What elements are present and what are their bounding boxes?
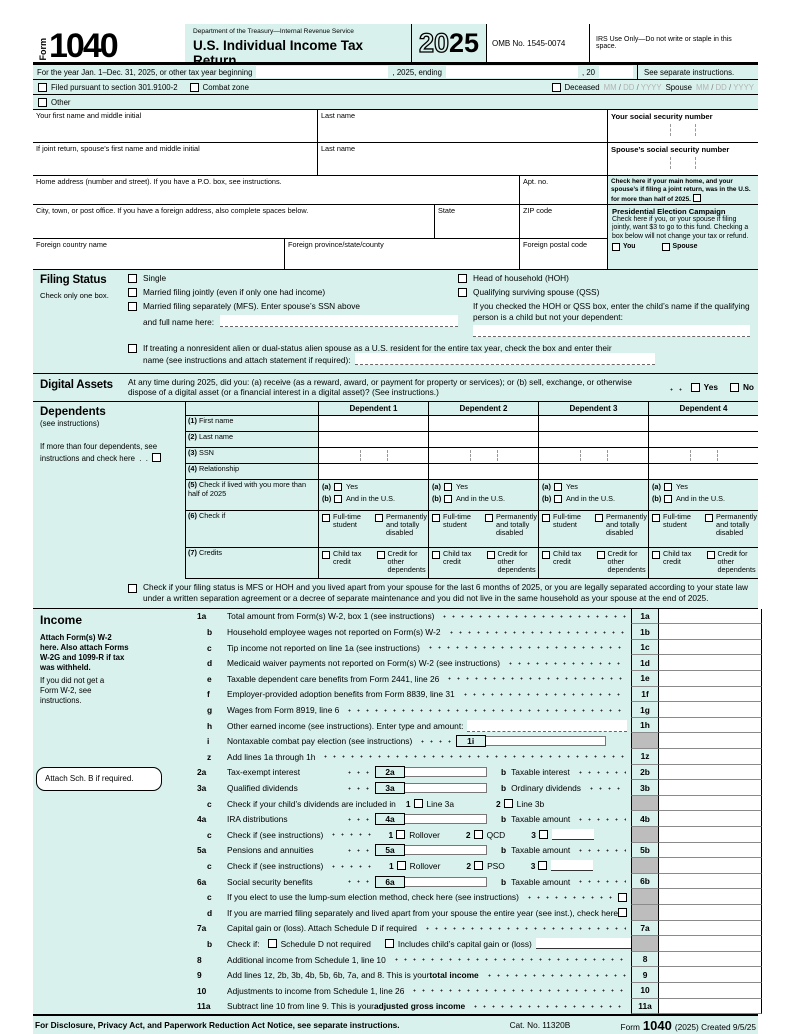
digital-assets-heading: Digital Assets [40, 378, 113, 391]
amount-1a[interactable] [659, 609, 762, 625]
row-credits-label: (7) Credits [186, 548, 319, 578]
apt-no-label: Apt. no. [523, 177, 549, 186]
shaded-cell-7b [631, 936, 659, 952]
digital-assets-no-checkbox[interactable] [730, 383, 739, 392]
foreign-country-label: Foreign country name [36, 240, 107, 249]
your-last-name-field[interactable] [318, 110, 608, 143]
your-first-name-label: Your first name and middle initial [36, 111, 142, 120]
combat-zone-checkbox[interactable] [190, 83, 199, 92]
ira-box3-checkbox[interactable] [539, 830, 548, 839]
filed-pursuant-checkbox[interactable] [38, 83, 47, 92]
leader-dots [446, 627, 627, 637]
attach-schb-callout: Attach Sch. B if required. [36, 767, 162, 791]
amount-6c-area [659, 889, 762, 905]
state-field[interactable] [435, 205, 520, 239]
line-1i: i Nontaxable combat pay election (see instructions) 1i [185, 733, 762, 749]
amount-5c-area [659, 858, 762, 874]
combat-zone-label: Combat zone [202, 82, 249, 92]
dep3-ssn-field[interactable] [539, 448, 649, 463]
combat-pay-input[interactable] [486, 736, 606, 746]
tax-year-beginning-input[interactable] [256, 66, 388, 78]
more-than-four-note: If more than four dependents, see instructions and check here . . [40, 442, 181, 464]
line-11a: 11a Subtract line 10 from line 9. This is your adjusted gross income 11a [185, 999, 762, 1015]
dep4-ssn-field[interactable] [649, 448, 758, 463]
dep2-fulltime-checkbox[interactable] [432, 514, 440, 522]
dep4-disabled-checkbox[interactable] [705, 514, 713, 522]
form-1040 [33, 24, 758, 1034]
pec-you-checkbox[interactable] [612, 243, 620, 251]
dep4-ctc-checkbox[interactable] [652, 551, 660, 559]
leader-dots [460, 689, 626, 699]
qualifying-child-input[interactable] [473, 325, 750, 337]
nra-spouse-text: If treating a nonresident alien or dual-status alien spouse as a U.S. resident for the entire tax year, check the box and enter their name (see instructions and attach statement if required): [143, 343, 754, 365]
dep2-disabled-checkbox[interactable] [485, 514, 493, 522]
digital-assets-sidebar [33, 374, 128, 402]
department-line: Department of the Treasury—Internal Revenue Service [193, 28, 354, 35]
spouse-last-name-label: Last name [321, 144, 356, 153]
tax-year-text1: For the year Jan. 1–Dec. 31, 2025, or other tax year beginning [37, 67, 253, 77]
home-address-field[interactable] [33, 176, 520, 205]
qss-checkbox[interactable] [458, 288, 467, 297]
line-1c: c Tip income not reported on line 1a (see instructions) 1c [185, 640, 762, 656]
dep3-disabled-checkbox[interactable] [595, 514, 603, 522]
zip-field[interactable] [520, 205, 608, 239]
year-solid: 25 [449, 27, 480, 58]
line-6c: c If you elect to use the lump-sum election method, check here (see instructions) [185, 889, 762, 905]
deceased-label: Deceased [564, 82, 600, 92]
amount-1b[interactable] [659, 624, 762, 640]
pension-box3-input[interactable] [551, 860, 593, 871]
more-dependents-checkbox[interactable] [152, 453, 161, 462]
dep2-relationship-field[interactable] [429, 464, 539, 479]
amount-9[interactable] [659, 967, 762, 983]
deceased-checkbox[interactable] [552, 83, 561, 92]
dividends-line3b-checkbox[interactable] [504, 799, 513, 808]
hoh-qss-note: If you checked the HOH or QSS box, enter the child’s name if the qualifying person is a child but not your dependent: [473, 301, 750, 322]
qualified-dividends-input[interactable] [405, 783, 487, 793]
income-heading: Income [40, 612, 83, 627]
dep1-lived-yes-checkbox[interactable] [334, 483, 342, 491]
income-section [33, 609, 758, 1016]
dep1-cod-checkbox[interactable] [377, 551, 385, 559]
deceased-date-mask[interactable]: MM / DD / YYYY [603, 82, 662, 92]
omb-number: OMB No. 1545-0074 [487, 24, 590, 62]
dep4-lived-with: (a) Yes (b) And in the U.S. [649, 480, 758, 510]
dep1-lived-with: (a) Yes (b) And in the U.S. [319, 480, 429, 510]
dep4-relationship-field[interactable] [649, 464, 758, 479]
amount-7b-area [659, 936, 762, 952]
dep2-last-name-field[interactable] [429, 432, 539, 447]
disclosure-notice: For Disclosure, Privacy Act, and Paperwork Reduction Act Notice, see separate instructions. [35, 1020, 400, 1031]
amount-3c-area [659, 796, 762, 812]
spouse-ssn-label: Spouse’s social security number [611, 145, 730, 154]
dividends-line3a-checkbox[interactable] [414, 799, 423, 808]
pension-box3-checkbox[interactable] [538, 861, 547, 870]
amount-10[interactable] [659, 983, 762, 999]
dep1-credits: Child tax credit Credit for other dependents [319, 548, 429, 578]
ira-box3-input[interactable] [552, 829, 594, 840]
row-first-name-label: (1) First name [186, 416, 319, 431]
dep4-first-name-field[interactable] [649, 416, 758, 431]
home-address-label: Home address (number and street). If you have a P.O. box, see instructions. [36, 177, 282, 186]
leader-dots [575, 845, 626, 855]
amount-3b[interactable] [659, 780, 762, 796]
dependents-table [185, 402, 758, 579]
apt-no-field[interactable] [520, 176, 608, 205]
leader-dots [328, 860, 374, 871]
dep2-lived-with: (a) Yes (b) And in the U.S. [429, 480, 539, 510]
line-1z: z Add lines 1a through 1h 1z [185, 749, 762, 765]
foreign-province-label: Foreign province/state/county [288, 240, 384, 249]
mfs-lived-apart-checkbox[interactable] [618, 908, 627, 917]
mfs-hoh-apart-text: Check if your filing status is MFS or HOH and you lived apart from your spouse for the last 6 months of 2025, or you are legally separated according to your state law under a written separation agreement or a decree of separate maintenance and you did not live in the same household as your spouse at the end of 2025. [143, 582, 749, 603]
dep2-ctc-checkbox[interactable] [432, 551, 440, 559]
no-w2-note: If you did not get a Form W-2, see instructions. [40, 676, 105, 706]
line-10: 10 Adjustments to income from Schedule 1, line 26 10 [185, 983, 762, 999]
line-1h: h Other earned income (see instructions). Enter type and amount: 1h [185, 718, 762, 734]
leader-dots [344, 705, 626, 715]
leader-dots [344, 876, 370, 888]
amount-4c-area [659, 827, 762, 843]
dep1-last-name-field[interactable] [319, 432, 429, 447]
dep2-credits: Child tax credit Credit for other dependents [429, 548, 539, 578]
leader-dots [391, 955, 626, 965]
mfs-fullname-input[interactable] [220, 315, 458, 327]
ira-qcd-checkbox[interactable] [474, 830, 483, 839]
dependent-2-header: Dependent 2 [429, 402, 539, 415]
presidential-election-campaign [608, 205, 758, 270]
amount-4b[interactable] [659, 811, 762, 827]
ira-rollover-checkbox[interactable] [396, 830, 405, 839]
main-home-note: Check here if your main home, and your spouse’s if filing a joint return, was in the U.S. for more than half of 2025. [608, 176, 758, 205]
shaded-cell-5c [631, 858, 659, 874]
dep1-disabled-checkbox[interactable] [375, 514, 383, 522]
mfs-checkbox[interactable] [128, 302, 137, 311]
hoh-checkbox[interactable] [458, 274, 467, 283]
row-lived-with-label: (5) Check if lived with you more than half of 2025 [186, 480, 319, 510]
pension-pso-checkbox[interactable] [474, 861, 483, 870]
leader-dots [470, 1001, 626, 1011]
line-6a: 6a Social security benefits 6a b Taxable amount 6b [185, 874, 762, 890]
dep1-in-us-checkbox[interactable] [334, 495, 342, 503]
filing-status-section [33, 270, 758, 374]
dep3-last-name-field[interactable] [539, 432, 649, 447]
dep1-check-if: Full-time student Permanently and totally disabled [319, 511, 429, 547]
dep3-first-name-field[interactable] [539, 416, 649, 431]
dep1-first-name-field[interactable] [319, 416, 429, 431]
tax-year-ending-input[interactable] [446, 66, 578, 78]
dep3-in-us-checkbox[interactable] [554, 495, 562, 503]
other-checkbox[interactable] [38, 98, 47, 107]
leader-dots [328, 829, 373, 840]
dep3-cod-checkbox[interactable] [597, 551, 605, 559]
pension-rollover-checkbox[interactable] [397, 861, 406, 870]
tax-year-line [33, 65, 758, 80]
city-field[interactable] [33, 205, 435, 239]
tax-year-yy-input[interactable] [599, 66, 633, 78]
child-capital-gain-checkbox[interactable] [385, 939, 394, 948]
row-check-if-label: (6) Check if [186, 511, 319, 547]
city-label: City, town, or post office. If you have a foreign address, also complete spaces below. [36, 206, 309, 215]
dependents-sidebar [33, 402, 185, 579]
line-1b: b Household employee wages not reported on Form(s) W-2 1b [185, 624, 762, 640]
hoh-label: Head of household (HOH) [473, 273, 569, 283]
amount-6b[interactable] [659, 874, 762, 890]
dep3-credits: Child tax credit Credit for other dependents [539, 548, 649, 578]
foreign-province-field[interactable] [285, 239, 520, 270]
amount-7a[interactable] [659, 921, 762, 937]
leader-dots [484, 970, 626, 980]
leader-dots [444, 674, 626, 684]
filing-status-options [128, 270, 758, 373]
dep2-ssn-field[interactable] [429, 448, 539, 463]
leader-dots [575, 877, 626, 887]
shaded-cell-1i [631, 733, 659, 749]
line-1g: g Wages from Form 8919, line 6 1g [185, 702, 762, 718]
pec-text: Check here if you, or your spouse if filing jointly, want $3 to go to this fund. Checking a box below will not change your tax or refund. [612, 216, 749, 240]
form-number-block [33, 24, 185, 65]
line-2a: 2a Tax-exempt interest 2a b Taxable interest 2b [185, 765, 762, 781]
dep3-fulltime-checkbox[interactable] [542, 514, 550, 522]
mfj-label: Married filing jointly (even if only one had income) [143, 287, 326, 297]
leader-dots [505, 658, 626, 668]
leader-dots [439, 611, 626, 621]
amount-2b[interactable] [659, 765, 762, 781]
see-separate-instructions: See separate instructions. [637, 65, 758, 79]
dep4-last-name-field[interactable] [649, 432, 758, 447]
spouse-deceased-date-mask[interactable]: MM / DD / YYYY [696, 82, 754, 92]
dep4-cod-checkbox[interactable] [707, 551, 715, 559]
dep3-relationship-field[interactable] [539, 464, 649, 479]
spouse-first-name-field[interactable] [33, 143, 318, 176]
form-word-vertical: Form [38, 37, 48, 60]
foreign-postal-label: Foreign postal code [523, 240, 588, 249]
dependents-see-instructions: (see instructions) [40, 419, 100, 429]
leader-dots [344, 766, 370, 778]
form-footer [33, 1016, 758, 1034]
line-3a: 3a Qualified dividends 3a b Ordinary dividends 3b [185, 780, 762, 796]
your-last-name-label: Last name [321, 111, 356, 120]
amount-1i-area [659, 733, 762, 749]
digital-assets-answers [661, 374, 758, 402]
amount-1h[interactable] [659, 718, 762, 734]
leader-dots [320, 752, 626, 762]
mfs-hoh-apart-checkbox[interactable] [128, 584, 137, 593]
dep1-fulltime-checkbox[interactable] [322, 514, 330, 522]
filing-status-heading: Filing Status [40, 274, 107, 286]
shaded-cell-6d [631, 905, 659, 921]
pec-you: You [612, 243, 636, 251]
leader-dots [425, 643, 626, 653]
line-1e: e Taxable dependent care benefits from Form 2441, line 26 1e [185, 671, 762, 687]
mfs-hoh-apart-note [33, 579, 758, 609]
dep3-lived-with: (a) Yes (b) And in the U.S. [539, 480, 649, 510]
single-label: Single [143, 273, 167, 283]
shaded-cell-6c [631, 889, 659, 905]
filing-status-note: Check only one box. [40, 291, 109, 300]
mfs-fullname-label: and full name here: [143, 317, 215, 327]
ira-distributions-input[interactable] [405, 814, 487, 824]
line-8: 8 Additional income from Schedule 1, line 10 8 [185, 952, 762, 968]
irs-use-only: IRS Use Only—Do not write or staple in this space. [590, 24, 758, 62]
dep4-check-if: Full-time student Permanently and totally disabled [649, 511, 758, 547]
leader-dots [422, 923, 626, 933]
nra-spouse-checkbox[interactable] [128, 344, 137, 353]
spouse-ssn-field[interactable] [608, 143, 758, 176]
mfj-checkbox[interactable] [128, 288, 137, 297]
other-label: Other [51, 97, 71, 107]
other-income-type-input[interactable] [467, 720, 627, 732]
row-ssn-label: (3) SSN [186, 448, 319, 463]
line-9: 9 Add lines 1z, 2b, 3b, 4b, 5b, 6b, 7a, and 8. This is your total income 9 [185, 967, 762, 983]
line-4c: c Check if (see instructions) 1 Rollover 2 QCD 3 [185, 827, 762, 843]
form-number: 1040 [49, 26, 117, 65]
pec-spouse: Spouse [662, 243, 698, 251]
tax-year [411, 24, 487, 62]
special-filing-row [33, 80, 758, 95]
ssn-separators [611, 157, 755, 169]
spouse-deceased-label: Spouse [665, 82, 693, 92]
income-sidebar [33, 609, 185, 1014]
income-lines [185, 609, 762, 1014]
digital-assets-question: At any time during 2025, did you: (a) receive (as a reward, award, or payment for property or services); or (b) sell, exchange, or otherwise dispose of a digital asset (or a financial interest in a digital asset)? (See instructions.) [128, 376, 633, 398]
dependent-1-header: Dependent 1 [319, 402, 429, 415]
filed-pursuant-label: Filed pursuant to section 301.9100-2 [51, 82, 178, 92]
filing-status-sidebar [33, 270, 128, 373]
leader-dots [575, 767, 626, 777]
foreign-country-field[interactable] [33, 239, 285, 270]
amount-1d[interactable] [659, 655, 762, 671]
amount-1c[interactable] [659, 640, 762, 656]
tax-year-text2: , 2025, ending [392, 67, 442, 77]
dep4-in-us-checkbox[interactable] [664, 495, 672, 503]
line-4a: 4a IRA distributions 4a b Taxable amount 4b [185, 811, 762, 827]
spouse-last-name-field[interactable] [318, 143, 608, 176]
dependents-corner-cell [186, 402, 319, 415]
line-6d: d If you are married filing separately and lived apart from your spouse the entire year (see inst.), check here [185, 905, 762, 921]
leader-dots [417, 735, 450, 747]
digital-assets-section [33, 374, 758, 403]
tax-year-text3: , 20 [581, 67, 595, 77]
amount-6d-area [659, 905, 762, 921]
pec-title: Presidential Election Campaign [612, 207, 726, 216]
leader-dots [344, 844, 370, 856]
state-label: State [438, 206, 456, 215]
single-checkbox[interactable] [128, 274, 137, 283]
shaded-cell-3c [631, 796, 659, 812]
amount-5b[interactable] [659, 843, 762, 859]
amount-1z[interactable] [659, 749, 762, 765]
digital-assets-yes-checkbox[interactable] [691, 383, 700, 392]
dep4-lived-yes-checkbox[interactable] [664, 483, 672, 491]
dep3-lived-yes-checkbox[interactable] [554, 483, 562, 491]
amount-1f[interactable] [659, 687, 762, 703]
amount-1e[interactable] [659, 671, 762, 687]
leader-dots [344, 782, 370, 794]
leader-dots [575, 814, 626, 824]
tax-exempt-interest-input[interactable] [405, 767, 487, 777]
dep1-ssn-field[interactable] [319, 448, 429, 463]
dependent-3-header: Dependent 3 [539, 402, 649, 415]
catalog-number: Cat. No. 11320B [509, 1020, 571, 1031]
dep2-check-if: Full-time student Permanently and totally disabled [429, 511, 539, 547]
foreign-postal-field[interactable] [520, 239, 608, 270]
row-last-name-label: (2) Last name [186, 432, 319, 447]
form-title: U.S. Individual Income Tax Return [193, 38, 364, 68]
line-7b: b Check if: Schedule D not required Includes child’s capital gain or (loss) [185, 936, 762, 952]
dependents-heading: Dependents [40, 406, 106, 419]
year-outline: 20 [418, 27, 449, 58]
dep4-fulltime-checkbox[interactable] [652, 514, 660, 522]
ssn-separators [611, 124, 755, 136]
dep2-in-us-checkbox[interactable] [444, 495, 452, 503]
dep1-relationship-field[interactable] [319, 464, 429, 479]
row-relationship-label: (4) Relationship [186, 464, 319, 479]
line-3c: c Check if your child’s dividends are included in 1 Line 3a 2 Line 3b [185, 796, 762, 812]
main-home-checkbox[interactable] [693, 194, 701, 202]
your-ssn-field[interactable] [608, 110, 758, 143]
pensions-annuities-input[interactable] [405, 845, 487, 855]
dep1-ctc-checkbox[interactable] [322, 551, 330, 559]
line-1d: d Medicaid waiver payments not reported on Form(s) W-2 (see instructions) 1d [185, 655, 762, 671]
your-ssn-label: Your social security number [611, 112, 713, 121]
attach-w2-note: Attach Form(s) W-2 here. Also attach Forms W-2G and 1099-R if tax was withheld. [40, 632, 129, 673]
leader-dots [586, 783, 626, 793]
dependent-4-header: Dependent 4 [649, 402, 758, 415]
dep2-cod-checkbox[interactable] [487, 551, 495, 559]
qss-label: Qualifying surviving spouse (QSS) [473, 287, 600, 297]
dep3-check-if: Full-time student Permanently and totally disabled [539, 511, 649, 547]
pec-spouse-checkbox[interactable] [662, 243, 670, 251]
shaded-cell-4c [631, 827, 659, 843]
schedule-d-not-required-checkbox[interactable] [268, 939, 277, 948]
social-security-input[interactable] [405, 877, 487, 887]
footer-form-id: Form 1040 (2025) Created 9/5/25 [620, 1017, 756, 1033]
dep2-first-name-field[interactable] [429, 416, 539, 431]
form-header [33, 24, 758, 68]
mfs-label: Married filing separately (MFS). Enter spouse’s SSN above [143, 301, 361, 311]
line-5a: 5a Pensions and annuities 5a b Taxable amount 5b [185, 843, 762, 859]
amount-1g[interactable] [659, 702, 762, 718]
leader-dots [666, 374, 682, 402]
other-row [33, 95, 758, 110]
child-capital-gain-input[interactable] [536, 938, 631, 949]
dep2-lived-yes-checkbox[interactable] [444, 483, 452, 491]
amount-8[interactable] [659, 952, 762, 968]
leader-dots [524, 892, 613, 902]
amount-11a[interactable] [659, 999, 762, 1015]
digital-assets-yes-label: Yes [703, 382, 718, 393]
lump-sum-checkbox[interactable] [618, 893, 627, 902]
leader-dots [344, 813, 370, 825]
dep4-credits: Child tax credit Credit for other dependents [649, 548, 758, 578]
dependents-section [33, 402, 758, 579]
zip-label: ZIP code [523, 206, 553, 215]
line-5c: c Check if (see instructions) 1 Rollover 2 PSO 3 [185, 858, 762, 874]
dep3-ctc-checkbox[interactable] [542, 551, 550, 559]
line-1f: f Employer-provided adoption benefits from Form 8839, line 31 1f [185, 687, 762, 703]
spouse-first-name-label: If joint return, spouse’s first name and middle initial [36, 144, 200, 153]
nra-spouse-name-input[interactable] [355, 353, 655, 365]
digital-assets-no-label: No [742, 382, 754, 393]
your-first-name-field[interactable] [33, 110, 318, 143]
name-address-grid [33, 110, 758, 270]
department-title-block [185, 24, 411, 68]
leader-dots [409, 986, 626, 996]
line-7a: 7a Capital gain or (loss). Attach Schedule D if required 7a [185, 921, 762, 937]
line-1a: 1a Total amount from Form(s) W-2, box 1 (see instructions) 1a [185, 609, 762, 625]
